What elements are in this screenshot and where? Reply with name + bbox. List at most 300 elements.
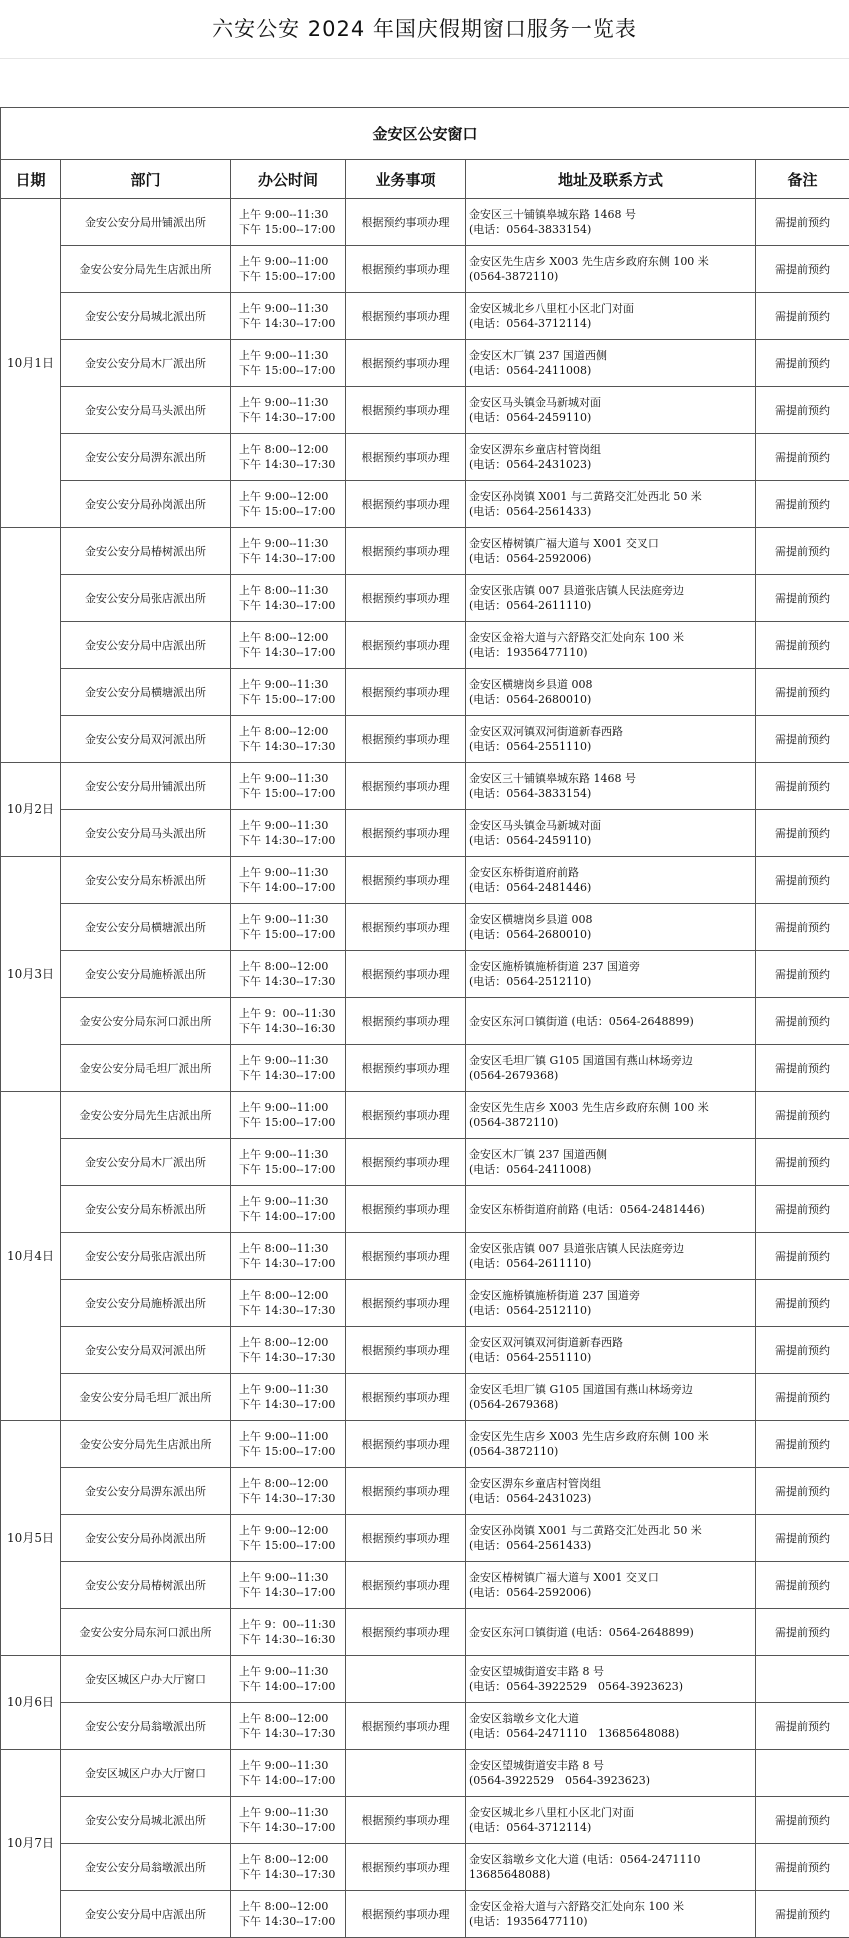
address-line: 金安区先生店乡 X003 先生店乡政府东侧 100 米 xyxy=(469,1429,752,1444)
address-cell xyxy=(466,763,756,810)
hours-pm: 下午 14:30--17:00 xyxy=(239,598,342,613)
department-cell: 金安公安分局张店派出所 xyxy=(61,575,231,622)
business-cell: 根据预约事项办理 xyxy=(346,1327,466,1374)
address-cell xyxy=(466,1045,756,1092)
hours-pm: 下午 14:30--17:00 xyxy=(239,551,342,566)
hours-am: 上午 8:00--12:00 xyxy=(239,724,342,739)
hours-pm: 下午 15:00--17:00 xyxy=(239,1115,342,1130)
department-cell: 金安公安分局先生店派出所 xyxy=(61,1092,231,1139)
hours-am: 上午 8:00--12:00 xyxy=(239,442,342,457)
address-line: 金安区东河口镇街道 (电话：0564-2648899) xyxy=(469,1014,752,1029)
note-cell: 需提前预约 xyxy=(756,1515,849,1562)
address-line: 金安区木厂镇 237 国道西侧 xyxy=(469,1147,752,1162)
department-cell: 金安公安分局东河口派出所 xyxy=(61,998,231,1045)
date-cell: 10月1日 xyxy=(1,199,61,528)
department-cell: 金安公安分局椿树派出所 xyxy=(61,1562,231,1609)
address-line: 金安区东桥街道府前路 (电话：0564-2481446) xyxy=(469,1202,752,1217)
business-cell: 根据预约事项办理 xyxy=(346,575,466,622)
table-row xyxy=(1,1750,849,1797)
contact-line: (电话：0564-2592006) xyxy=(469,551,752,566)
address-line: 金安区孙岗镇 X001 与二黄路交汇处西北 50 米 xyxy=(469,1523,752,1538)
department-cell: 金安公安分局毛坦厂派出所 xyxy=(61,1045,231,1092)
note-cell: 需提前预约 xyxy=(756,716,849,763)
department-cell: 金安区城区户办大厅窗口 xyxy=(61,1750,231,1797)
hours-am: 上午 8:00--12:00 xyxy=(239,1335,342,1350)
address-line: 金安区东桥街道府前路 xyxy=(469,865,752,880)
address-cell xyxy=(466,669,756,716)
hours-cell xyxy=(231,1562,346,1609)
note-cell xyxy=(756,1656,849,1703)
hours-pm: 下午 15:00--17:00 xyxy=(239,692,342,707)
address-line: 金安区毛坦厂镇 G105 国道国有燕山林场旁边 xyxy=(469,1382,752,1397)
spacer xyxy=(0,58,849,107)
contact-line: (电话：0564-2611110) xyxy=(469,1256,752,1271)
page-title: 六安公安 2024 年国庆假期窗口服务一览表 xyxy=(0,0,849,58)
business-cell: 根据预约事项办理 xyxy=(346,904,466,951)
address-line: 金安区城北乡八里杠小区北门对面 xyxy=(469,301,752,316)
address-cell xyxy=(466,1562,756,1609)
hours-pm: 下午 14:30--16:30 xyxy=(239,1632,342,1647)
business-cell: 根据预约事项办理 xyxy=(346,1891,466,1938)
contact-line: (0564-3872110) xyxy=(469,1115,752,1130)
business-cell: 根据预约事项办理 xyxy=(346,293,466,340)
date-cell: 10月6日 xyxy=(1,1656,61,1750)
note-cell xyxy=(756,1750,849,1797)
col-hours: 办公时间 xyxy=(231,160,346,199)
table-row xyxy=(1,1092,849,1139)
hours-am: 上午 8:00--11:30 xyxy=(239,1241,342,1256)
table-row xyxy=(1,1562,849,1609)
hours-cell xyxy=(231,1421,346,1468)
date-cell: 10月2日 xyxy=(1,763,61,857)
hours-cell xyxy=(231,1280,346,1327)
business-cell: 根据预约事项办理 xyxy=(346,1280,466,1327)
note-cell: 需提前预约 xyxy=(756,434,849,481)
table-row xyxy=(1,199,849,246)
address-line: 金安区金裕大道与六舒路交汇处向东 100 米 xyxy=(469,1899,752,1914)
contact-line: (电话：0564-2459110) xyxy=(469,410,752,425)
note-cell: 需提前预约 xyxy=(756,387,849,434)
hours-cell xyxy=(231,434,346,481)
hours-am: 上午 9:00--12:00 xyxy=(239,1523,342,1538)
hours-am: 上午 8:00--12:00 xyxy=(239,630,342,645)
hours-am: 上午 9:00--11:00 xyxy=(239,254,342,269)
contact-line: (0564-2679368) xyxy=(469,1397,752,1412)
address-line: 金安区先生店乡 X003 先生店乡政府东侧 100 米 xyxy=(469,254,752,269)
hours-pm: 下午 14:30--17:30 xyxy=(239,974,342,989)
address-line: 金安区张店镇 007 县道张店镇人民法庭旁边 xyxy=(469,1241,752,1256)
table-row xyxy=(1,810,849,857)
department-cell: 金安公安分局双河派出所 xyxy=(61,1327,231,1374)
table-row xyxy=(1,387,849,434)
address-line: 金安区淠东乡童店村管岗组 xyxy=(469,1476,752,1491)
table-row xyxy=(1,434,849,481)
hours-cell xyxy=(231,622,346,669)
address-cell xyxy=(466,575,756,622)
note-cell: 需提前预约 xyxy=(756,481,849,528)
hours-cell xyxy=(231,998,346,1045)
table-row xyxy=(1,1421,849,1468)
hours-pm: 下午 15:00--17:00 xyxy=(239,1162,342,1177)
address-cell xyxy=(466,199,756,246)
table-row xyxy=(1,293,849,340)
column-header-row xyxy=(1,160,849,199)
table-row xyxy=(1,246,849,293)
note-cell: 需提前预约 xyxy=(756,1045,849,1092)
hours-cell xyxy=(231,1797,346,1844)
business-cell xyxy=(346,1750,466,1797)
address-cell xyxy=(466,998,756,1045)
hours-am: 上午 9:00--11:30 xyxy=(239,207,342,222)
hours-cell xyxy=(231,199,346,246)
hours-pm: 下午 14:00--17:00 xyxy=(239,880,342,895)
department-cell: 金安公安分局卅铺派出所 xyxy=(61,199,231,246)
hours-pm: 下午 15:00--17:00 xyxy=(239,269,342,284)
hours-cell xyxy=(231,857,346,904)
department-cell: 金安公安分局翁墩派出所 xyxy=(61,1844,231,1891)
department-cell: 金安公安分局施桥派出所 xyxy=(61,1280,231,1327)
address-line: 金安区施桥镇施桥街道 237 国道旁 xyxy=(469,1288,752,1303)
note-cell: 需提前预约 xyxy=(756,904,849,951)
contact-line: (电话：0564-2459110) xyxy=(469,833,752,848)
business-cell: 根据预约事项办理 xyxy=(346,998,466,1045)
contact-line: (电话：19356477110) xyxy=(469,1914,752,1929)
hours-pm: 下午 15:00--17:00 xyxy=(239,786,342,801)
business-cell xyxy=(346,1656,466,1703)
contact-line: (电话：0564-2561433) xyxy=(469,504,752,519)
address-cell xyxy=(466,1844,756,1891)
business-cell: 根据预约事项办理 xyxy=(346,434,466,481)
table-row xyxy=(1,575,849,622)
date-cell: 10月4日 xyxy=(1,1092,61,1421)
contact-line: (电话：0564-3833154) xyxy=(469,222,752,237)
note-cell: 需提前预约 xyxy=(756,1703,849,1750)
table-row xyxy=(1,1609,849,1656)
hours-am: 上午 9:00--11:30 xyxy=(239,1570,342,1585)
note-cell: 需提前预约 xyxy=(756,1609,849,1656)
address-cell xyxy=(466,1797,756,1844)
address-line: 金安区淠东乡童店村管岗组 xyxy=(469,442,752,457)
hours-pm: 下午 14:30--17:00 xyxy=(239,645,342,660)
hours-pm: 下午 15:00--17:00 xyxy=(239,363,342,378)
note-cell: 需提前预约 xyxy=(756,528,849,575)
address-cell xyxy=(466,293,756,340)
contact-line: (电话：0564-2551110) xyxy=(469,739,752,754)
table-row xyxy=(1,669,849,716)
col-date: 日期 xyxy=(1,160,61,199)
department-cell: 金安公安分局先生店派出所 xyxy=(61,1421,231,1468)
contact-line: (电话：0564-2680010) xyxy=(469,692,752,707)
hours-cell xyxy=(231,904,346,951)
note-cell: 需提前预约 xyxy=(756,1562,849,1609)
hours-cell xyxy=(231,387,346,434)
department-cell: 金安公安分局翁墩派出所 xyxy=(61,1703,231,1750)
hours-pm: 下午 14:30--17:30 xyxy=(239,1726,342,1741)
address-line: 金安区马头镇金马新城对面 xyxy=(469,395,752,410)
hours-am: 上午 9:00--11:30 xyxy=(239,1382,342,1397)
department-cell: 金安公安分局城北派出所 xyxy=(61,1797,231,1844)
address-line: 金安区孙岗镇 X001 与二黄路交汇处西北 50 米 xyxy=(469,489,752,504)
business-cell: 根据预约事项办理 xyxy=(346,387,466,434)
business-cell: 根据预约事项办理 xyxy=(346,951,466,998)
address-line: 金安区东河口镇街道 (电话：0564-2648899) xyxy=(469,1625,752,1640)
note-cell: 需提前预约 xyxy=(756,575,849,622)
address-cell xyxy=(466,1139,756,1186)
department-cell: 金安公安分局淠东派出所 xyxy=(61,434,231,481)
department-cell: 金安公安分局淠东派出所 xyxy=(61,1468,231,1515)
table-row xyxy=(1,1327,849,1374)
table-row xyxy=(1,1280,849,1327)
date-cell: 10月3日 xyxy=(1,857,61,1092)
department-cell: 金安公安分局横塘派出所 xyxy=(61,904,231,951)
contact-line: (电话：0564-2411008) xyxy=(469,363,752,378)
note-cell: 需提前预约 xyxy=(756,951,849,998)
table-row xyxy=(1,716,849,763)
hours-am: 上午 9:00--11:30 xyxy=(239,348,342,363)
address-cell xyxy=(466,1280,756,1327)
hours-am: 上午 8:00--12:00 xyxy=(239,1852,342,1867)
department-cell: 金安公安分局张店派出所 xyxy=(61,1233,231,1280)
office-header: 金安区公安窗口 xyxy=(1,108,849,160)
note-cell: 需提前预约 xyxy=(756,1797,849,1844)
address-cell xyxy=(466,857,756,904)
hours-pm: 下午 15:00--17:00 xyxy=(239,504,342,519)
address-line: 金安区金裕大道与六舒路交汇处向东 100 米 xyxy=(469,630,752,645)
schedule-body xyxy=(1,199,849,1938)
note-cell: 需提前预约 xyxy=(756,1186,849,1233)
note-cell: 需提前预约 xyxy=(756,293,849,340)
note-cell: 需提前预约 xyxy=(756,1327,849,1374)
business-cell: 根据预约事项办理 xyxy=(346,528,466,575)
department-cell: 金安区城区户办大厅窗口 xyxy=(61,1656,231,1703)
hours-cell xyxy=(231,1515,346,1562)
business-cell: 根据预约事项办理 xyxy=(346,340,466,387)
contact-line: (电话：0564-2512110) xyxy=(469,974,752,989)
note-cell: 需提前预约 xyxy=(756,1421,849,1468)
department-cell: 金安公安分局马头派出所 xyxy=(61,387,231,434)
note-cell: 需提前预约 xyxy=(756,1092,849,1139)
note-cell: 需提前预约 xyxy=(756,669,849,716)
note-cell: 需提前预约 xyxy=(756,1468,849,1515)
hours-cell xyxy=(231,293,346,340)
note-cell: 需提前预约 xyxy=(756,622,849,669)
hours-am: 上午 8:00--12:00 xyxy=(239,1288,342,1303)
hours-am: 上午 9:00--11:30 xyxy=(239,1147,342,1162)
business-cell: 根据预约事项办理 xyxy=(346,1609,466,1656)
table-row xyxy=(1,1468,849,1515)
note-cell: 需提前预约 xyxy=(756,246,849,293)
business-cell: 根据预约事项办理 xyxy=(346,1139,466,1186)
hours-cell xyxy=(231,340,346,387)
address-cell xyxy=(466,246,756,293)
table-row xyxy=(1,1891,849,1938)
hours-cell xyxy=(231,1233,346,1280)
address-cell xyxy=(466,622,756,669)
hours-cell xyxy=(231,669,346,716)
hours-cell xyxy=(231,716,346,763)
col-business: 业务事项 xyxy=(346,160,466,199)
address-cell xyxy=(466,1750,756,1797)
hours-am: 上午 9:00--11:30 xyxy=(239,771,342,786)
hours-pm: 下午 14:30--17:00 xyxy=(239,1397,342,1412)
business-cell: 根据预约事项办理 xyxy=(346,716,466,763)
address-line: 金安区三十铺镇皋城东路 1468 号 xyxy=(469,207,752,222)
department-cell: 金安公安分局中店派出所 xyxy=(61,1891,231,1938)
address-line: 金安区施桥镇施桥街道 237 国道旁 xyxy=(469,959,752,974)
address-cell xyxy=(466,1421,756,1468)
department-cell: 金安公安分局孙岗派出所 xyxy=(61,1515,231,1562)
address-line: 金安区三十铺镇皋城东路 1468 号 xyxy=(469,771,752,786)
address-cell xyxy=(466,1327,756,1374)
table-row xyxy=(1,1374,849,1421)
address-cell xyxy=(466,716,756,763)
address-line: 金安区翁墩乡文化大道 xyxy=(469,1711,752,1726)
address-cell xyxy=(466,1233,756,1280)
business-cell: 根据预约事项办理 xyxy=(346,1421,466,1468)
address-cell xyxy=(466,528,756,575)
note-cell: 需提前预约 xyxy=(756,1139,849,1186)
hours-cell xyxy=(231,246,346,293)
contact-line: (电话：0564-2561433) xyxy=(469,1538,752,1553)
note-cell: 需提前预约 xyxy=(756,1844,849,1891)
date-cell xyxy=(1,528,61,763)
hours-am: 上午 9:00--11:30 xyxy=(239,395,342,410)
department-cell: 金安公安分局东河口派出所 xyxy=(61,1609,231,1656)
address-cell xyxy=(466,1468,756,1515)
hours-am: 上午 8:00--12:00 xyxy=(239,1476,342,1491)
hours-am: 上午 9:00--11:30 xyxy=(239,1664,342,1679)
hours-am: 上午 9:00--12:00 xyxy=(239,489,342,504)
contact-line: (电话：0564-2512110) xyxy=(469,1303,752,1318)
business-cell: 根据预约事项办理 xyxy=(346,1374,466,1421)
table-row xyxy=(1,1703,849,1750)
hours-cell xyxy=(231,951,346,998)
address-cell xyxy=(466,1891,756,1938)
note-cell: 需提前预约 xyxy=(756,340,849,387)
contact-line: (电话：0564-2431023) xyxy=(469,1491,752,1506)
hours-pm: 下午 14:30--17:00 xyxy=(239,410,342,425)
hours-pm: 下午 14:30--17:00 xyxy=(239,1820,342,1835)
hours-cell xyxy=(231,1656,346,1703)
hours-cell xyxy=(231,1092,346,1139)
hours-pm: 下午 14:00--17:00 xyxy=(239,1679,342,1694)
note-cell: 需提前预约 xyxy=(756,763,849,810)
business-cell: 根据预约事项办理 xyxy=(346,1468,466,1515)
address-cell xyxy=(466,810,756,857)
business-cell: 根据预约事项办理 xyxy=(346,857,466,904)
business-cell: 根据预约事项办理 xyxy=(346,622,466,669)
table-row xyxy=(1,998,849,1045)
col-dept: 部门 xyxy=(61,160,231,199)
note-cell: 需提前预约 xyxy=(756,1891,849,1938)
contact-line: (电话：0564-2611110) xyxy=(469,598,752,613)
table-row xyxy=(1,622,849,669)
contact-line: (0564-3922529 0564-3923623) xyxy=(469,1773,752,1788)
department-cell: 金安公安分局中店派出所 xyxy=(61,622,231,669)
address-line: 金安区望城街道安丰路 8 号 xyxy=(469,1758,752,1773)
address-line: 金安区毛坦厂镇 G105 国道国有燕山林场旁边 xyxy=(469,1053,752,1068)
department-cell: 金安公安分局双河派出所 xyxy=(61,716,231,763)
contact-line: (电话：0564-3833154) xyxy=(469,786,752,801)
contact-line: (电话：0564-3922529 0564-3923623) xyxy=(469,1679,752,1694)
hours-cell xyxy=(231,1844,346,1891)
contact-line: (电话：0564-2551110) xyxy=(469,1350,752,1365)
hours-cell xyxy=(231,575,346,622)
address-line: 金安区横塘岗乡县道 008 xyxy=(469,677,752,692)
business-cell: 根据预约事项办理 xyxy=(346,810,466,857)
hours-am: 上午 9:00--11:30 xyxy=(239,1053,342,1068)
address-line: 金安区椿树镇广福大道与 X001 交叉口 xyxy=(469,1570,752,1585)
address-line: 金安区木厂镇 237 国道西侧 xyxy=(469,348,752,363)
address-line: 金安区翁墩乡文化大道 (电话：0564-2471110 xyxy=(469,1852,752,1867)
hours-am: 上午 9:00--11:00 xyxy=(239,1100,342,1115)
hours-pm: 下午 15:00--17:00 xyxy=(239,1538,342,1553)
hours-cell xyxy=(231,1468,346,1515)
hours-pm: 下午 14:30--17:00 xyxy=(239,833,342,848)
contact-line: (0564-2679368) xyxy=(469,1068,752,1083)
hours-cell xyxy=(231,1609,346,1656)
hours-am: 上午 9:00--11:30 xyxy=(239,1194,342,1209)
table-row xyxy=(1,528,849,575)
address-cell xyxy=(466,434,756,481)
hours-pm: 下午 15:00--17:00 xyxy=(239,927,342,942)
note-cell: 需提前预约 xyxy=(756,1374,849,1421)
business-cell: 根据预约事项办理 xyxy=(346,481,466,528)
table-row xyxy=(1,951,849,998)
table-row xyxy=(1,1656,849,1703)
hours-pm: 下午 14:30--17:30 xyxy=(239,1491,342,1506)
table-row xyxy=(1,1186,849,1233)
address-line: 金安区马头镇金马新城对面 xyxy=(469,818,752,833)
hours-am: 上午 9:00--11:30 xyxy=(239,1758,342,1773)
business-cell: 根据预约事项办理 xyxy=(346,1562,466,1609)
address-line: 金安区双河镇双河街道新春西路 xyxy=(469,724,752,739)
department-cell: 金安公安分局横塘派出所 xyxy=(61,669,231,716)
hours-cell xyxy=(231,1139,346,1186)
table-row xyxy=(1,1797,849,1844)
business-cell: 根据预约事项办理 xyxy=(346,763,466,810)
hours-am: 上午 9:00--11:30 xyxy=(239,677,342,692)
hours-cell xyxy=(231,1374,346,1421)
hours-am: 上午 9：00--11:30 xyxy=(239,1006,342,1021)
hours-pm: 下午 14:00--17:00 xyxy=(239,1773,342,1788)
address-line: 金安区横塘岗乡县道 008 xyxy=(469,912,752,927)
contact-line: (电话：0564-2481446) xyxy=(469,880,752,895)
hours-cell xyxy=(231,1750,346,1797)
address-cell xyxy=(466,1186,756,1233)
hours-pm: 下午 14:00--17:00 xyxy=(239,1209,342,1224)
hours-cell xyxy=(231,481,346,528)
address-line: 金安区张店镇 007 县道张店镇人民法庭旁边 xyxy=(469,583,752,598)
address-line: 金安区城北乡八里杠小区北门对面 xyxy=(469,1805,752,1820)
business-cell: 根据预约事项办理 xyxy=(346,1703,466,1750)
hours-cell xyxy=(231,1891,346,1938)
hours-am: 上午 9:00--11:30 xyxy=(239,536,342,551)
address-cell xyxy=(466,481,756,528)
business-cell: 根据预约事项办理 xyxy=(346,199,466,246)
hours-pm: 下午 14:30--17:00 xyxy=(239,1068,342,1083)
business-cell: 根据预约事项办理 xyxy=(346,1233,466,1280)
address-line: 金安区双河镇双河街道新春西路 xyxy=(469,1335,752,1350)
note-cell: 需提前预约 xyxy=(756,998,849,1045)
contact-line: (电话：0564-3712114) xyxy=(469,316,752,331)
hours-cell xyxy=(231,763,346,810)
note-cell: 需提前预约 xyxy=(756,1280,849,1327)
table-row xyxy=(1,904,849,951)
contact-line: (0564-3872110) xyxy=(469,1444,752,1459)
contact-line: (0564-3872110) xyxy=(469,269,752,284)
contact-line: (电话：0564-3712114) xyxy=(469,1820,752,1835)
